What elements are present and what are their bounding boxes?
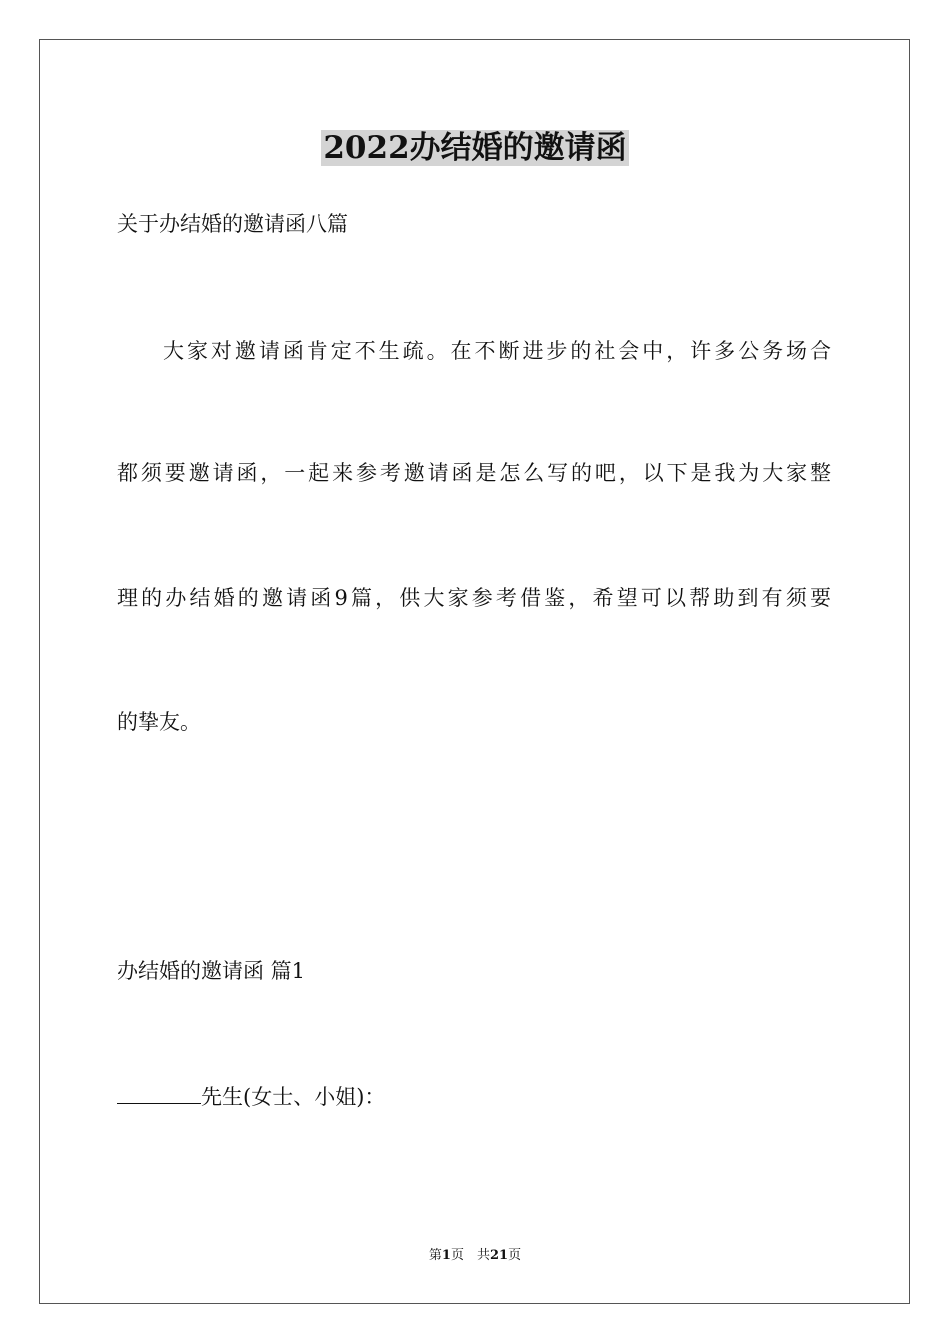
name-blank-underline <box>117 1081 201 1104</box>
salutation-line <box>117 1081 385 1112</box>
footer-current-page: 1 <box>441 1248 451 1263</box>
intro-line-1: 大家对邀请函肯定不生疏。在不断进步的社会中，许多公务场合 <box>163 339 831 363</box>
footer-suffix: 页 <box>508 1248 522 1263</box>
salutation-text: 先生(女士、小姐)： <box>201 1085 386 1109</box>
document-subtitle: 关于办结婚的邀请函八篇 <box>117 212 348 236</box>
intro-line-3: 理的办结婚的邀请函9篇，供大家参考借鉴，希望可以帮助到有须要 <box>117 586 831 610</box>
page-footer <box>0 1247 950 1265</box>
document-title-text: 2022办结婚的邀请函 <box>323 130 627 166</box>
footer-prefix: 第 <box>428 1248 442 1263</box>
document-title <box>0 128 950 168</box>
intro-line-2: 都须要邀请函，一起来参考邀请函是怎么写的吧，以下是我为大家整 <box>117 461 831 485</box>
intro-line-4: 的挚友。 <box>117 710 201 734</box>
footer-total-pages: 21 <box>489 1248 509 1263</box>
footer-mid: 页 共 <box>450 1248 490 1263</box>
section-heading: 办结婚的邀请函 篇1 <box>117 959 306 983</box>
